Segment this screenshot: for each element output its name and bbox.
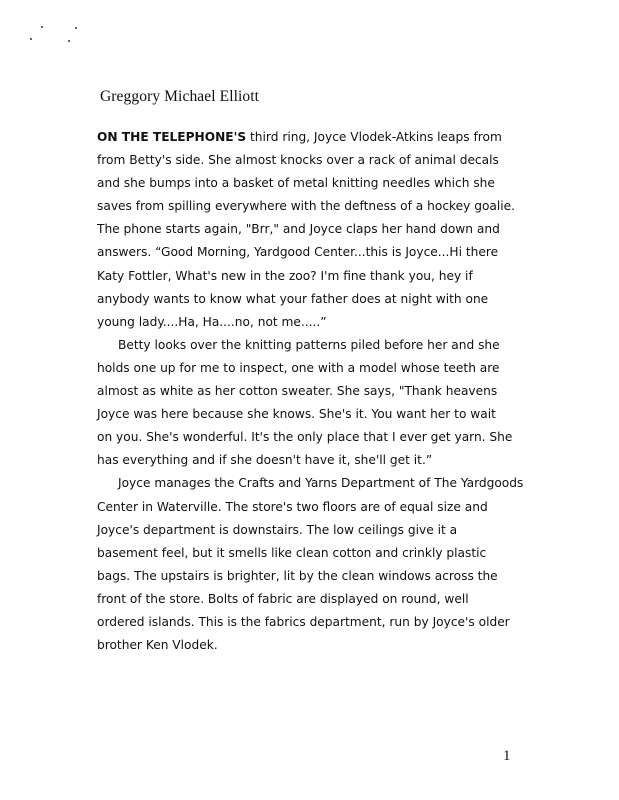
paragraph-1: [97, 126, 516, 334]
author-name: Greggory Michael Elliott: [100, 88, 260, 105]
text-line: young lady....Ha, Ha....no, not me.....”: [97, 314, 327, 329]
text-line: [97, 126, 507, 149]
text-line: has everything and if she doesn't have it, she'll get it.”: [97, 453, 433, 468]
body-text: [97, 126, 524, 657]
line-text: third ring, Joyce Vlodek-Atkins leaps from: [246, 130, 502, 144]
text-line: saves from spilling everywhere with the deftness of a hockey goalie.: [97, 199, 516, 214]
scan-speck: [41, 26, 43, 28]
text-line: on you. She's wonderful. It's the only place that I ever get yarn. She: [97, 430, 513, 445]
text-line: front of the store. Bolts of fabric are displayed on round, well: [97, 591, 469, 606]
text-line: Joyce manages the Crafts and Yarns Department of The Yardgoods: [118, 476, 524, 491]
text-line: ordered islands. This is the fabrics department, run by Joyce's older: [97, 614, 510, 629]
text-line: brother Ken Vlodek.: [97, 638, 218, 653]
lead-in-caps: ON THE TELEPHONE'S: [97, 130, 247, 144]
paragraph-3: [97, 472, 524, 657]
scan-speck: [30, 38, 32, 40]
text-line: Katy Fottler, What's new in the zoo? I'm fine thank you, hey if: [97, 268, 473, 283]
paragraph-2: [97, 334, 513, 473]
scan-speck: [68, 40, 70, 42]
text-line: holds one up for me to inspect, one with a model whose teeth are: [97, 360, 500, 375]
text-line: Betty looks over the knitting patterns piled before her and she: [118, 337, 500, 352]
text-line: anybody wants to know what your father does at night with one: [97, 291, 489, 306]
text-line: bags. The upstairs is brighter, lit by the clean windows across the: [97, 568, 498, 583]
text-line: Joyce's department is downstairs. The low ceilings give it a: [97, 522, 458, 537]
text-line: Center in Waterville. The store's two floors are of equal size and: [97, 499, 488, 514]
text-line: and she bumps into a basket of metal knitting needles which she: [97, 176, 495, 191]
text-line: almost as white as her cotton sweater. She says, "Thank heavens: [97, 384, 498, 399]
scan-specks: [28, 20, 88, 50]
text-line: from Betty's side. She almost knocks over a rack of animal decals: [97, 153, 499, 168]
text-line: basement feel, but it smells like clean cotton and crinkly plastic: [97, 545, 487, 560]
text-line: Joyce was here because she knows. She's it. You want her to wait: [97, 407, 496, 422]
text-line: answers. “Good Morning, Yardgood Center...this is Joyce...Hi there: [97, 245, 499, 260]
text-line: The phone starts again, "Brr," and Joyce claps her hand down and: [97, 222, 500, 237]
page-number: 1: [503, 748, 511, 764]
scan-speck: [75, 27, 77, 29]
